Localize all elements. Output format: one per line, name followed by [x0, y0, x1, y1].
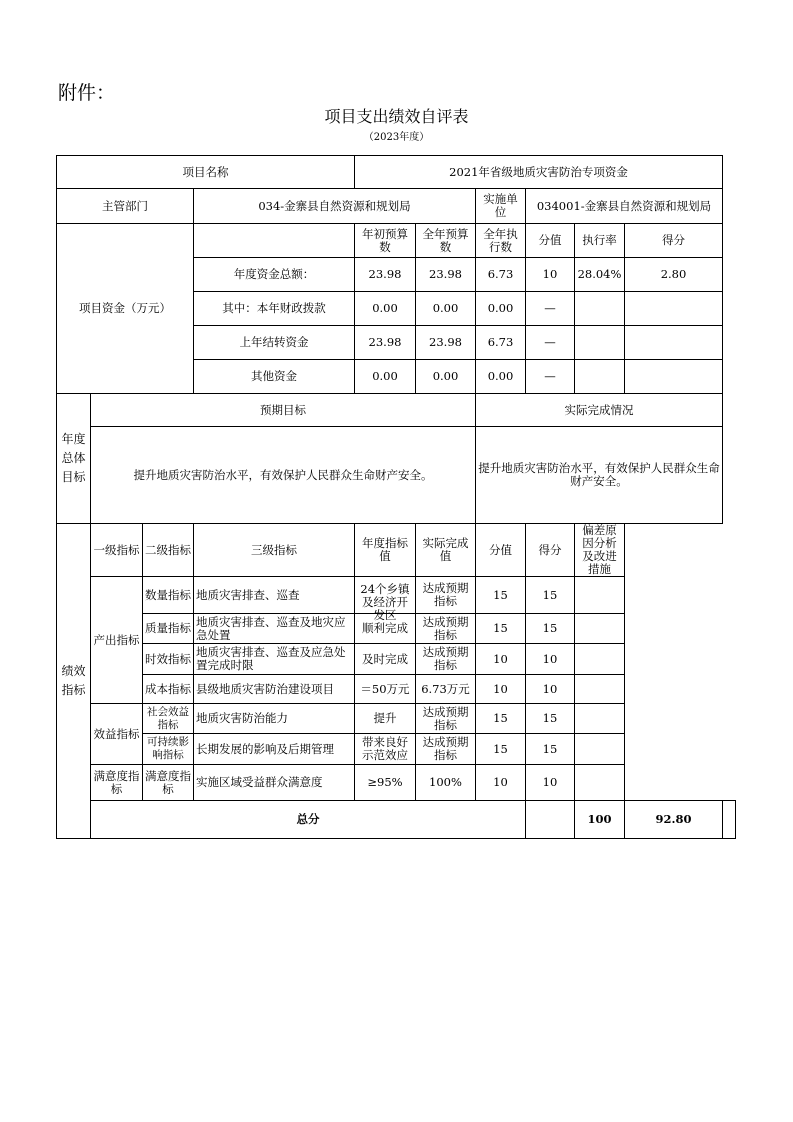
indicator-target-text: 24个乡镇及经济开发区: [360, 582, 410, 622]
funds-row-rate: [575, 292, 625, 326]
funds-header-initial: 年初预算数: [355, 224, 416, 258]
funds-header-score: 得分: [625, 224, 723, 258]
indicator-actual: 达成预期指标: [416, 704, 476, 734]
indicator-score: 15: [526, 614, 575, 644]
indicator-score-value: 10: [476, 675, 526, 704]
funds-header-executed: 全年执行数: [476, 224, 526, 258]
total-blank: [526, 801, 575, 839]
funds-header-score-value: 分值: [526, 224, 575, 258]
indicator-analysis: [575, 614, 625, 644]
indicator-header-analysis: 偏差原因分析及改进措施: [575, 524, 625, 577]
funds-row-name: 其中：本年财政拨款: [194, 292, 355, 326]
indicator-level3: 地质灾害排查、巡查及地灾应急处置: [194, 614, 355, 644]
funds-header-row: [57, 224, 736, 258]
indicator-target: 及时完成: [355, 644, 416, 675]
indicator-header-level1: 一级指标: [91, 524, 143, 577]
funds-row-initial: 23.98: [355, 326, 416, 360]
indicator-target: ＝50万元: [355, 675, 416, 704]
goals-content-row: [57, 427, 736, 524]
indicator-level3: 地质灾害排查、巡查及应急处置完成时限: [194, 644, 355, 675]
indicator-score-value: 15: [476, 614, 526, 644]
goals-expected-text: 提升地质灾害防治水平，有效保护人民群众生命财产安全。: [91, 427, 476, 524]
indicator-actual: 6.73万元: [416, 675, 476, 704]
indicator-score: 15: [526, 704, 575, 734]
department-value: 034-金寨县自然资源和规划局: [194, 189, 476, 224]
indicator-level3: 实施区域受益群众满意度: [194, 765, 355, 801]
indicator-score-value: 15: [476, 704, 526, 734]
indicator-header-row: [57, 524, 736, 577]
indicator-analysis: [575, 734, 625, 765]
funds-row-annual: 0.00: [416, 292, 476, 326]
goals-expected-header: 预期目标: [91, 394, 476, 427]
department-label: 主管部门: [57, 189, 194, 224]
performance-table: [56, 155, 736, 839]
funds-row-score: 2.80: [625, 258, 723, 292]
indicator-row: [57, 577, 736, 614]
indicator-target: 提升: [355, 704, 416, 734]
funds-row-rate: [575, 326, 625, 360]
funds-row-annual: 0.00: [416, 360, 476, 394]
indicator-target: 顺利完成: [355, 614, 416, 644]
funds-header-blank: [194, 224, 355, 258]
funds-row-score: [625, 360, 723, 394]
indicator-header-level3: 三级指标: [194, 524, 355, 577]
funds-row-name: 年度资金总额：: [194, 258, 355, 292]
funds-row-annual: 23.98: [416, 258, 476, 292]
indicator-level3: 县级地质灾害防治建设项目: [194, 675, 355, 704]
indicator-row: [57, 644, 736, 675]
goals-actual-text: 提升地质灾害防治水平，有效保护人民群众生命财产安全。: [476, 427, 723, 524]
funds-row-score-value: —: [526, 360, 575, 394]
goals-actual-header: 实际完成情况: [476, 394, 723, 427]
indicator-score-value: 10: [476, 644, 526, 675]
funds-row-score-value: —: [526, 292, 575, 326]
funds-row-initial: 0.00: [355, 292, 416, 326]
indicator-row: [57, 704, 736, 734]
indicator-analysis: [575, 704, 625, 734]
funds-row-executed: 0.00: [476, 360, 526, 394]
goals-header-row: [57, 394, 736, 427]
impl-unit-value: 034001-金寨县自然资源和规划局: [526, 189, 723, 224]
indicator-row: [57, 675, 736, 704]
indicator-actual: 达成预期指标: [416, 614, 476, 644]
funds-row-rate: [575, 360, 625, 394]
year-subtitle: （2023年度）: [363, 132, 430, 143]
indicator-level3: 地质灾害防治能力: [194, 704, 355, 734]
indicator-level2: 社会效益指标: [143, 704, 194, 734]
indicator-level2: 满意度指标: [143, 765, 194, 801]
indicator-level2: 时效指标: [143, 644, 194, 675]
funds-row-name: 其他资金: [194, 360, 355, 394]
total-score-value: 100: [575, 801, 625, 839]
funds-row-rate: 28.04%: [575, 258, 625, 292]
funds-row-score: [625, 326, 723, 360]
funds-label: 项目资金（万元）: [57, 224, 194, 394]
indicator-header-target: 年度指标值: [355, 524, 416, 577]
funds-header-rate: 执行率: [575, 224, 625, 258]
funds-row-score-value: 10: [526, 258, 575, 292]
indicator-level3: 地质灾害排查、巡查: [194, 577, 355, 614]
indicator-analysis: [575, 577, 625, 614]
indicator-header-score-value: 分值: [476, 524, 526, 577]
total-score: 92.80: [625, 801, 723, 839]
project-row: [57, 156, 736, 189]
funds-row-initial: 23.98: [355, 258, 416, 292]
indicator-group-satisfaction: 满意度指标: [91, 765, 143, 801]
indicator-actual: 达成预期指标: [416, 577, 476, 614]
funds-row-score: [625, 292, 723, 326]
indicator-actual: 达成预期指标: [416, 644, 476, 675]
impl-unit-label: 实施单位: [476, 189, 526, 224]
indicator-score-value: 10: [476, 765, 526, 801]
funds-row-score-value: —: [526, 326, 575, 360]
indicator-target: 带来良好示范效应: [355, 734, 416, 765]
indicator-analysis: [575, 644, 625, 675]
indicator-score: 10: [526, 675, 575, 704]
indicator-level2: 成本指标: [143, 675, 194, 704]
indicator-level3: 长期发展的影响及后期管理: [194, 734, 355, 765]
indicator-group-benefit: 效益指标: [91, 704, 143, 765]
total-label: 总分: [91, 801, 526, 839]
indicator-row: [57, 734, 736, 765]
indicators-label: 绩效指标: [57, 524, 91, 839]
indicator-analysis: [575, 765, 625, 801]
funds-row-name: 上年结转资金: [194, 326, 355, 360]
funds-row-initial: 0.00: [355, 360, 416, 394]
indicator-row: [57, 765, 736, 801]
indicator-actual: 达成预期指标: [416, 734, 476, 765]
project-name-label: 项目名称: [57, 156, 355, 189]
indicator-analysis: [575, 675, 625, 704]
funds-header-annual: 全年预算数: [416, 224, 476, 258]
attachment-label: 附件：: [58, 82, 116, 104]
funds-row-executed: 6.73: [476, 326, 526, 360]
funds-row-annual: 23.98: [416, 326, 476, 360]
indicator-level2: 可持续影响指标: [143, 734, 194, 765]
indicator-score: 10: [526, 765, 575, 801]
page-title: 项目支出绩效自评表: [324, 107, 469, 126]
total-analysis: [723, 801, 736, 839]
indicator-header-score: 得分: [526, 524, 575, 577]
indicator-score-value: 15: [476, 734, 526, 765]
indicator-target: ≥95%: [355, 765, 416, 801]
funds-row-executed: 0.00: [476, 292, 526, 326]
indicator-header-actual: 实际完成值: [416, 524, 476, 577]
goals-label: 年度总体目标: [57, 394, 91, 524]
project-name-value: 2021年省级地质灾害防治专项资金: [355, 156, 723, 189]
indicator-score: 15: [526, 734, 575, 765]
indicator-group-output: 产出指标: [91, 577, 143, 704]
indicator-target: [355, 577, 416, 622]
total-row: [57, 801, 736, 839]
indicator-header-level2: 二级指标: [143, 524, 194, 577]
indicator-score: 10: [526, 644, 575, 675]
indicator-level2: 质量指标: [143, 614, 194, 644]
indicator-score-value: 15: [476, 577, 526, 614]
department-row: [57, 189, 736, 224]
funds-row-executed: 6.73: [476, 258, 526, 292]
indicator-level2: 数量指标: [143, 577, 194, 614]
indicator-actual: 100%: [416, 765, 476, 801]
indicator-score: 15: [526, 577, 575, 614]
